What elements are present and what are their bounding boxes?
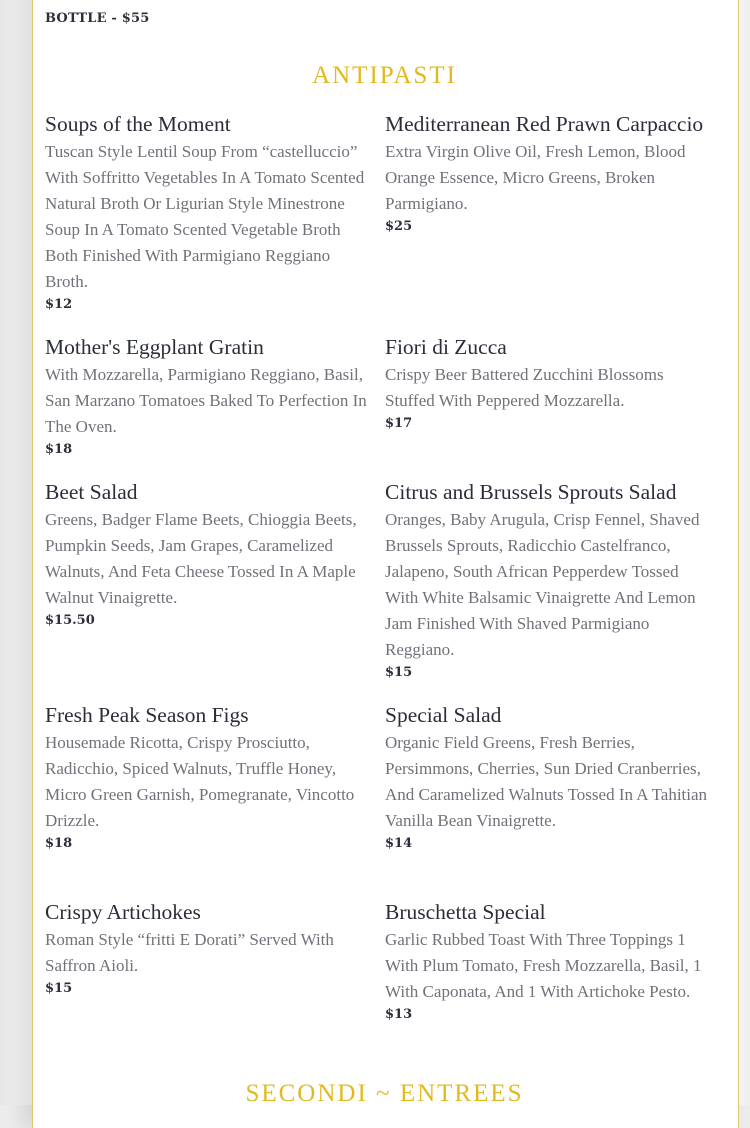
item-price: $13 — [385, 1007, 413, 1022]
bottle-price-line: BOTTLE - $55 — [45, 11, 150, 26]
item-name: Fresh Peak Season Figs — [45, 703, 249, 727]
menu-item — [45, 109, 373, 315]
menu-item — [385, 109, 713, 237]
item-price: $18 — [45, 836, 73, 851]
menu-item — [385, 477, 713, 683]
item-description: Greens, Badger Flame Beets, Chioggia Beets, Pumpkin Seeds, Jam Grapes, Caramelized Walnuts, And Feta Cheese Tossed In A Maple Walnut Vinaigrette. — [45, 510, 357, 607]
item-name: Mother's Eggplant Gratin — [45, 335, 264, 359]
item-description: With Mozzarella, Parmigiano Reggiano, Basil, San Marzano Tomatoes Baked To Perfection In The Oven. — [45, 365, 367, 436]
menu-item — [385, 897, 713, 1025]
menu-item — [45, 700, 373, 854]
menu-item — [45, 332, 373, 460]
item-price: $15.50 — [45, 613, 95, 628]
section-title-antipasti: ANTIPASTI — [312, 62, 457, 89]
item-price: $25 — [385, 219, 413, 234]
menu-item — [45, 477, 373, 631]
item-price: $12 — [45, 297, 73, 312]
item-name: Special Salad — [385, 703, 502, 727]
item-name: Fiori di Zucca — [385, 335, 507, 359]
item-price: $15 — [385, 665, 413, 680]
item-description: Tuscan Style Lentil Soup From “castelluccio” With Soffritto Vegetables In A Tomato Scented Natural Broth Or Ligurian Style Minestrone Soup In A Tomato Scented Vegetable Broth Both Finished With Parmigiano Reggiano Broth. — [45, 142, 365, 291]
item-name: Bruschetta Special — [385, 900, 546, 924]
menu-item — [385, 700, 713, 854]
item-price: $18 — [45, 442, 73, 457]
item-name: Citrus and Brussels Sprouts Salad — [385, 480, 677, 504]
item-price: $15 — [45, 981, 73, 996]
item-name: Mediterranean Red Prawn Carpaccio — [385, 112, 704, 136]
menu-item — [385, 332, 713, 434]
section-title-secondi: SECONDI ~ ENTREES — [245, 1080, 524, 1107]
menu-item — [45, 897, 373, 999]
item-name: Crispy Artichokes — [45, 900, 201, 924]
item-description: Organic Field Greens, Fresh Berries, Persimmons, Cherries, Sun Dried Cranberries, And Caramelized Walnuts Tossed In A Tahitian Vanilla Bean Vinaigrette. — [385, 733, 708, 830]
item-description: Roman Style “fritti E Dorati” Served With Saffron Aioli. — [45, 930, 334, 975]
item-price: $17 — [385, 416, 413, 431]
item-description: Crispy Beer Battered Zucchini Blossoms Stuffed With Peppered Mozzarella. — [385, 365, 664, 410]
glass-price-line — [45, 0, 138, 1]
item-description: Oranges, Baby Arugula, Crisp Fennel, Shaved Brussels Sprouts, Radicchio Castelfranco, Jalapeno, South African Pepperdew Tossed With White Balsamic Vinaigrette And Lemon Jam Finished With Shaved Parmigiano Reggiano. — [385, 510, 700, 659]
item-description: Housemade Ricotta, Crispy Prosciutto, Radicchio, Spiced Walnuts, Truffle Honey, Micro Green Garnish, Pomegranate, Vincotto Drizzle. — [45, 733, 355, 830]
item-name: Beet Salad — [45, 480, 138, 504]
item-name: Soups of the Moment — [45, 112, 231, 136]
item-price: $14 — [385, 836, 413, 851]
item-description: Garlic Rubbed Toast With Three Toppings 1 With Plum Tomato, Fresh Mozzarella, Basil, 1 With Caponata, And 1 With Artichoke Pesto. — [385, 930, 702, 1001]
item-description: Extra Virgin Olive Oil, Fresh Lemon, Blood Orange Essence, Micro Greens, Broken Parmigiano. — [385, 142, 686, 213]
